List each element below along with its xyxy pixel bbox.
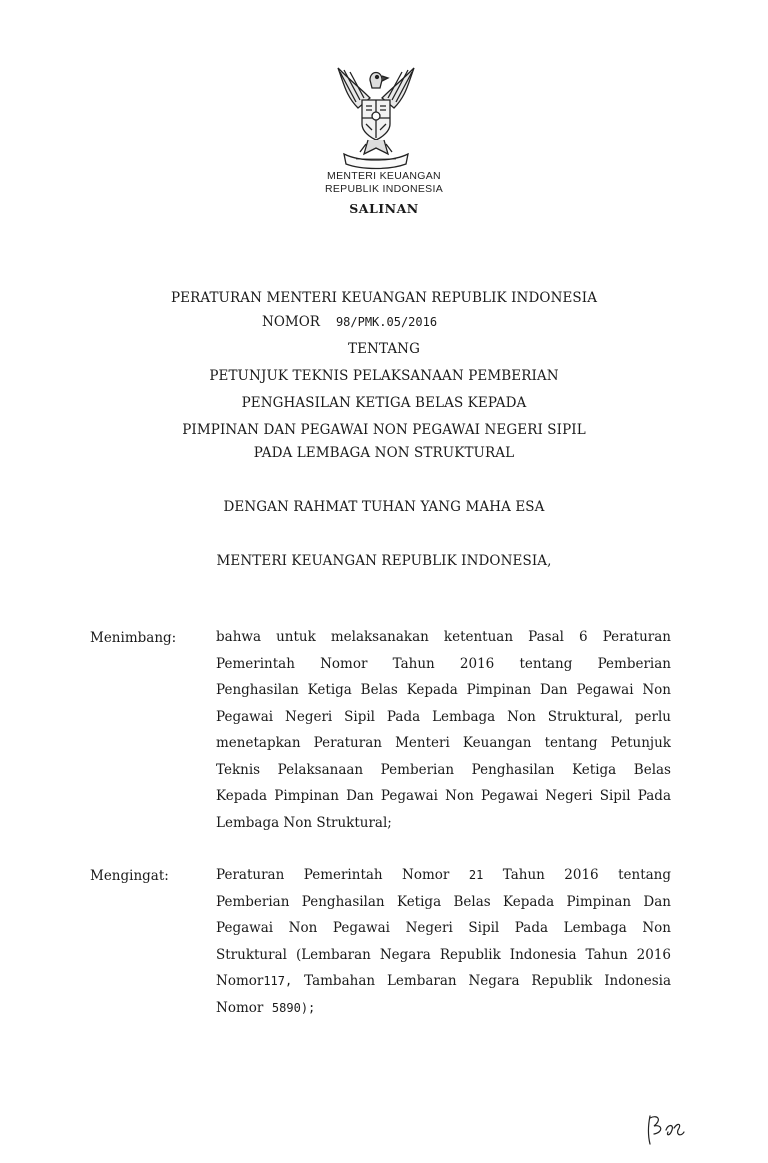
mengingat-text: Tambahan Lembaran Negara Republik Indonesia — [292, 973, 671, 989]
nomor-label: NOMOR — [262, 314, 320, 330]
ministry-name-line2: REPUBLIK INDONESIA — [324, 183, 443, 195]
menimbang-label: Menimbang: — [90, 630, 177, 646]
garuda-emblem-icon — [330, 58, 422, 170]
tentang-label: TENTANG — [348, 341, 420, 357]
regulation-number — [262, 314, 437, 330]
ministry-name-line1: MENTERI KEUANGAN — [327, 170, 441, 182]
subject-line-3: PIMPINAN DAN PEGAWAI NON PEGAWAI NEGERI SIPIL — [182, 422, 586, 438]
mengingat-line: Pegawai Non Pegawai Negeri Sipil Pada Lembaga Non — [216, 920, 671, 936]
mengingat-text: Nomor — [216, 973, 264, 989]
handwritten-initial-signature — [640, 1108, 690, 1148]
nomor-value: 98/PMK.05/2016 — [335, 315, 438, 329]
mengingat-text: Tahun 2016 tentang — [502, 867, 671, 883]
blessing-line: DENGAN RAHMAT TUHAN YANG MAHA ESA — [223, 499, 545, 515]
mengingat-line — [216, 862, 671, 889]
authority-line: MENTERI KEUANGAN REPUBLIK INDONESIA, — [216, 553, 552, 569]
subject-line-2: PENGHASILAN KETIGA BELAS KEPADA — [241, 395, 527, 411]
menimbang-line: bahwa untuk melaksanakan ketentuan Pasal 6 Peraturan — [216, 629, 671, 645]
mengingat-number: 21 — [468, 868, 484, 882]
mengingat-number: 117, — [263, 974, 293, 988]
mengingat-text: Peraturan Pemerintah Nomor — [216, 867, 450, 883]
mengingat-line — [216, 995, 671, 1022]
subject-line-4: PADA LEMBAGA NON STRUKTURAL — [253, 445, 515, 461]
mengingat-line: Pemberian Penghasilan Ketiga Belas Kepada Pimpinan Dan — [216, 893, 671, 910]
mengingat-line — [216, 968, 671, 995]
menimbang-paragraph — [216, 624, 671, 836]
regulation-title: PERATURAN MENTERI KEUANGAN REPUBLIK INDONESIA — [170, 290, 598, 306]
mengingat-text: Nomor — [216, 999, 264, 1016]
menimbang-line: menetapkan Peraturan Menteri Keuangan tentang Petunjuk — [216, 735, 671, 751]
mengingat-line: Struktural (Lembaran Negara Republik Indonesia Tahun 2016 — [216, 946, 671, 963]
mengingat-number: 5890); — [271, 1000, 316, 1015]
mengingat-label: Mengingat: — [90, 868, 169, 884]
menimbang-line: Pegawai Negeri Sipil Pada Lembaga Non Struktural, perlu — [216, 708, 671, 725]
menimbang-line: Pemerintah Nomor Tahun 2016 tentang Pemberian — [216, 655, 671, 672]
copy-mark: SALINAN — [349, 201, 419, 216]
menimbang-line: Penghasilan Ketiga Belas Kepada Pimpinan Dan Pegawai Non — [216, 682, 671, 698]
mengingat-paragraph — [216, 862, 671, 1021]
subject-line-1: PETUNJUK TEKNIS PELAKSANAAN PEMBERIAN — [209, 368, 559, 384]
menimbang-line: Teknis Pelaksanaan Pemberian Penghasilan Ketiga Belas — [216, 761, 671, 778]
menimbang-line: Kepada Pimpinan Dan Pegawai Non Pegawai Negeri Sipil Pada — [216, 788, 671, 804]
menimbang-line: Lembaga Non Struktural; — [216, 814, 392, 831]
